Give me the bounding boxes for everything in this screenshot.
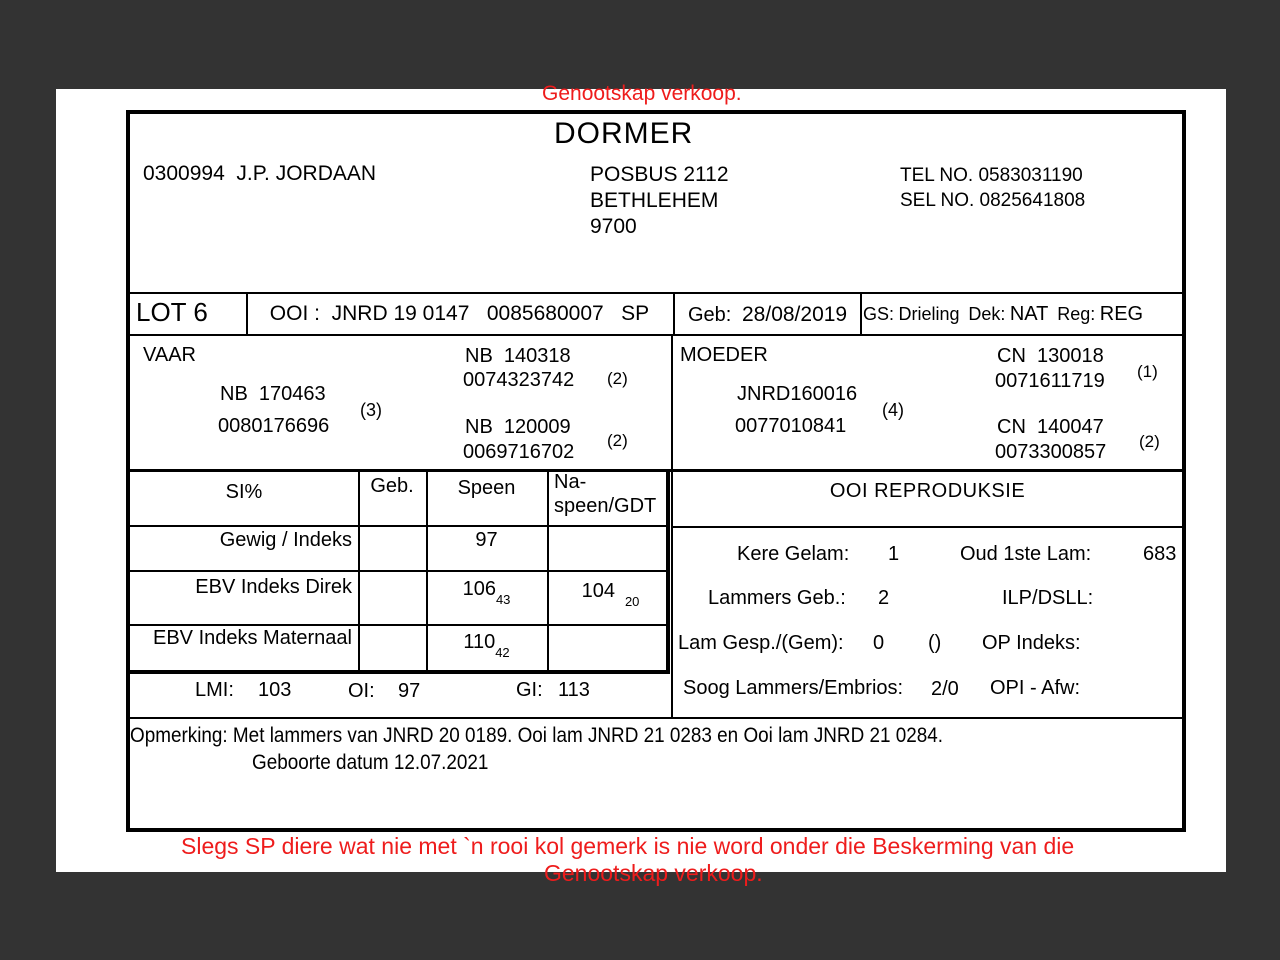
si-col-header: SI% [225,481,263,503]
sire-id: NB 170463 [220,383,326,405]
si-row0-speen-value: 97 [475,529,498,551]
remark-line-1: Opmerking: Met lammers van JNRD 20 0189. Ooi lam JNRD 21 0283 en Ooi lam JNRD 21 0284. [130,724,944,747]
si-table-right-border [666,469,670,674]
dam-id: JNRD160016 [737,383,858,405]
dek-value: NAT [1009,303,1049,325]
gs-dek-reg-cell [863,303,1143,325]
oud-1ste-lam-label: Oud 1ste Lam: [960,543,1092,565]
reg-label: Reg: [1057,304,1096,324]
birthdate-label: Geb: [688,304,732,326]
kere-gelam-value: 1 [888,543,900,565]
si-row1-naspeen-value [547,580,674,609]
si-row1-naspeen-accuracy: 20 [624,594,640,609]
lmi-value: 103 [258,679,292,701]
line-under-header [130,292,1182,294]
remark-line-2: Geboorte datum 12.07.2021 [252,751,489,774]
gs-label: GS: [863,304,895,324]
naspeen-col-header-line1: Na- [554,471,587,493]
si-row2-speen-value [426,631,547,660]
reg-value: REG [1099,303,1144,325]
ewe-id: OOI : JNRD 19 0147 0085680007 SP [269,302,650,325]
sire-sire-count: (2) [607,369,628,388]
si-row1-underline [130,570,666,572]
si-row2-speen-num: 110 [463,631,496,653]
dam-reg: 0077010841 [735,415,847,437]
address-line-3: 9700 [590,215,637,238]
dam-sire-id: CN 130018 [997,345,1104,367]
address-block [590,162,729,240]
tel-number: TEL NO. 0583031190 [900,165,1083,186]
breed-title: DORMER [554,117,694,150]
lammers-geb-label: Lammers Geb.: [708,587,846,609]
divider-ooi-geb [673,292,675,334]
geb-col-header: Geb. [370,475,414,497]
line-under-pedigree [130,469,1182,472]
divider-geb-gs [860,292,862,334]
sire-section-label: VAAR [143,344,196,366]
dam-dam-count: (2) [1139,432,1160,451]
lot-number: LOT 6 [136,297,208,327]
line-above-remark [130,717,1182,719]
si-row-label: Gewig / Indeks [219,529,352,551]
address-line-2: BETHLEHEM [590,189,719,212]
dam-dam-id: CN 140047 [997,416,1104,438]
si-row-label: EBV Indeks Direk [195,576,352,598]
soog-lammers-value: 2/0 [931,678,959,700]
address-line-1: POSBUS 2112 [590,163,729,186]
dam-sire-count: (1) [1137,362,1158,381]
line-under-lot-row [130,334,1182,336]
si-header-underline [130,525,666,527]
si-row1-naspeen-num: 104 [581,580,615,602]
sire-dam-id: NB 120009 [465,416,571,438]
sire-count: (3) [360,400,382,420]
op-indeks-label: OP Indeks: [982,632,1081,654]
lmi-label: LMI: [195,679,234,701]
lam-gesp-label: Lam Gesp./(Gem): [678,632,844,654]
dam-dam-reg: 0073300857 [995,441,1107,463]
ilp-dsll-label: ILP/DSLL: [1002,587,1094,609]
si-row1-speen-value [426,578,547,607]
gi-label: GI: [516,679,543,701]
sire-dam-reg: 0069716702 [463,441,575,463]
speen-col-header: Speen [457,477,516,499]
member-number-name: 0300994 J.P. JORDAAN [143,162,377,185]
repro-title-underline [673,526,1182,528]
sire-dam-count: (2) [607,431,628,450]
si-row2-speen-accuracy: 42 [495,645,510,660]
soog-lammers-label: Soog Lammers/Embrios: [683,677,904,699]
bottom-protection-note-line2: Genootskap verkoop. [544,860,763,886]
si-row-label: EBV Indeks Maternaal [153,627,352,649]
lot-card-table [126,110,1186,832]
si-row1-speen-num: 106 [462,578,496,600]
lam-gesp-value: 0 [873,632,885,654]
bottom-protection-note-line1: Slegs SP diere wat nie met `n rooi kol gemerk is nie word onder die Beskerming van die [181,833,1075,859]
dam-count: (4) [882,400,904,420]
top-protection-note: Genootskap verkoop. [542,82,742,105]
naspeen-col-header-line2: speen/GDT [554,495,657,517]
oi-value: 97 [398,680,421,702]
si-col0-divider [358,471,360,670]
sire-reg: 0080176696 [218,415,330,437]
lammers-geb-value: 2 [878,587,890,609]
si-table-bottom-border [130,670,670,674]
si-row1-speen-accuracy: 43 [495,592,511,607]
si-row2-underline [130,624,666,626]
gi-value: 113 [558,679,590,701]
repro-panel-title: OOI REPRODUKSIE [829,480,1026,502]
dam-section-label: MOEDER [680,344,768,366]
cell-number: SEL NO. 0825641808 [900,190,1086,211]
sire-sire-id: NB 140318 [465,345,571,367]
lam-gesp-extra: () [928,632,942,654]
oi-label: OI: [348,680,375,702]
oud-1ste-lam-value: 683 [1143,543,1177,565]
si-col2-divider [547,471,549,670]
birthdate-value: 28/08/2019 [742,303,848,326]
catalog-page [56,82,1226,886]
contact-block [900,163,1085,213]
gs-value: Drieling [898,304,960,324]
dek-label: Dek: [968,304,1006,324]
kere-gelam-label: Kere Gelam: [737,543,850,565]
opi-afw-label: OPI - Afw: [990,677,1081,699]
dam-sire-reg: 0071611719 [995,370,1105,392]
sire-sire-reg: 0074323742 [463,369,575,391]
